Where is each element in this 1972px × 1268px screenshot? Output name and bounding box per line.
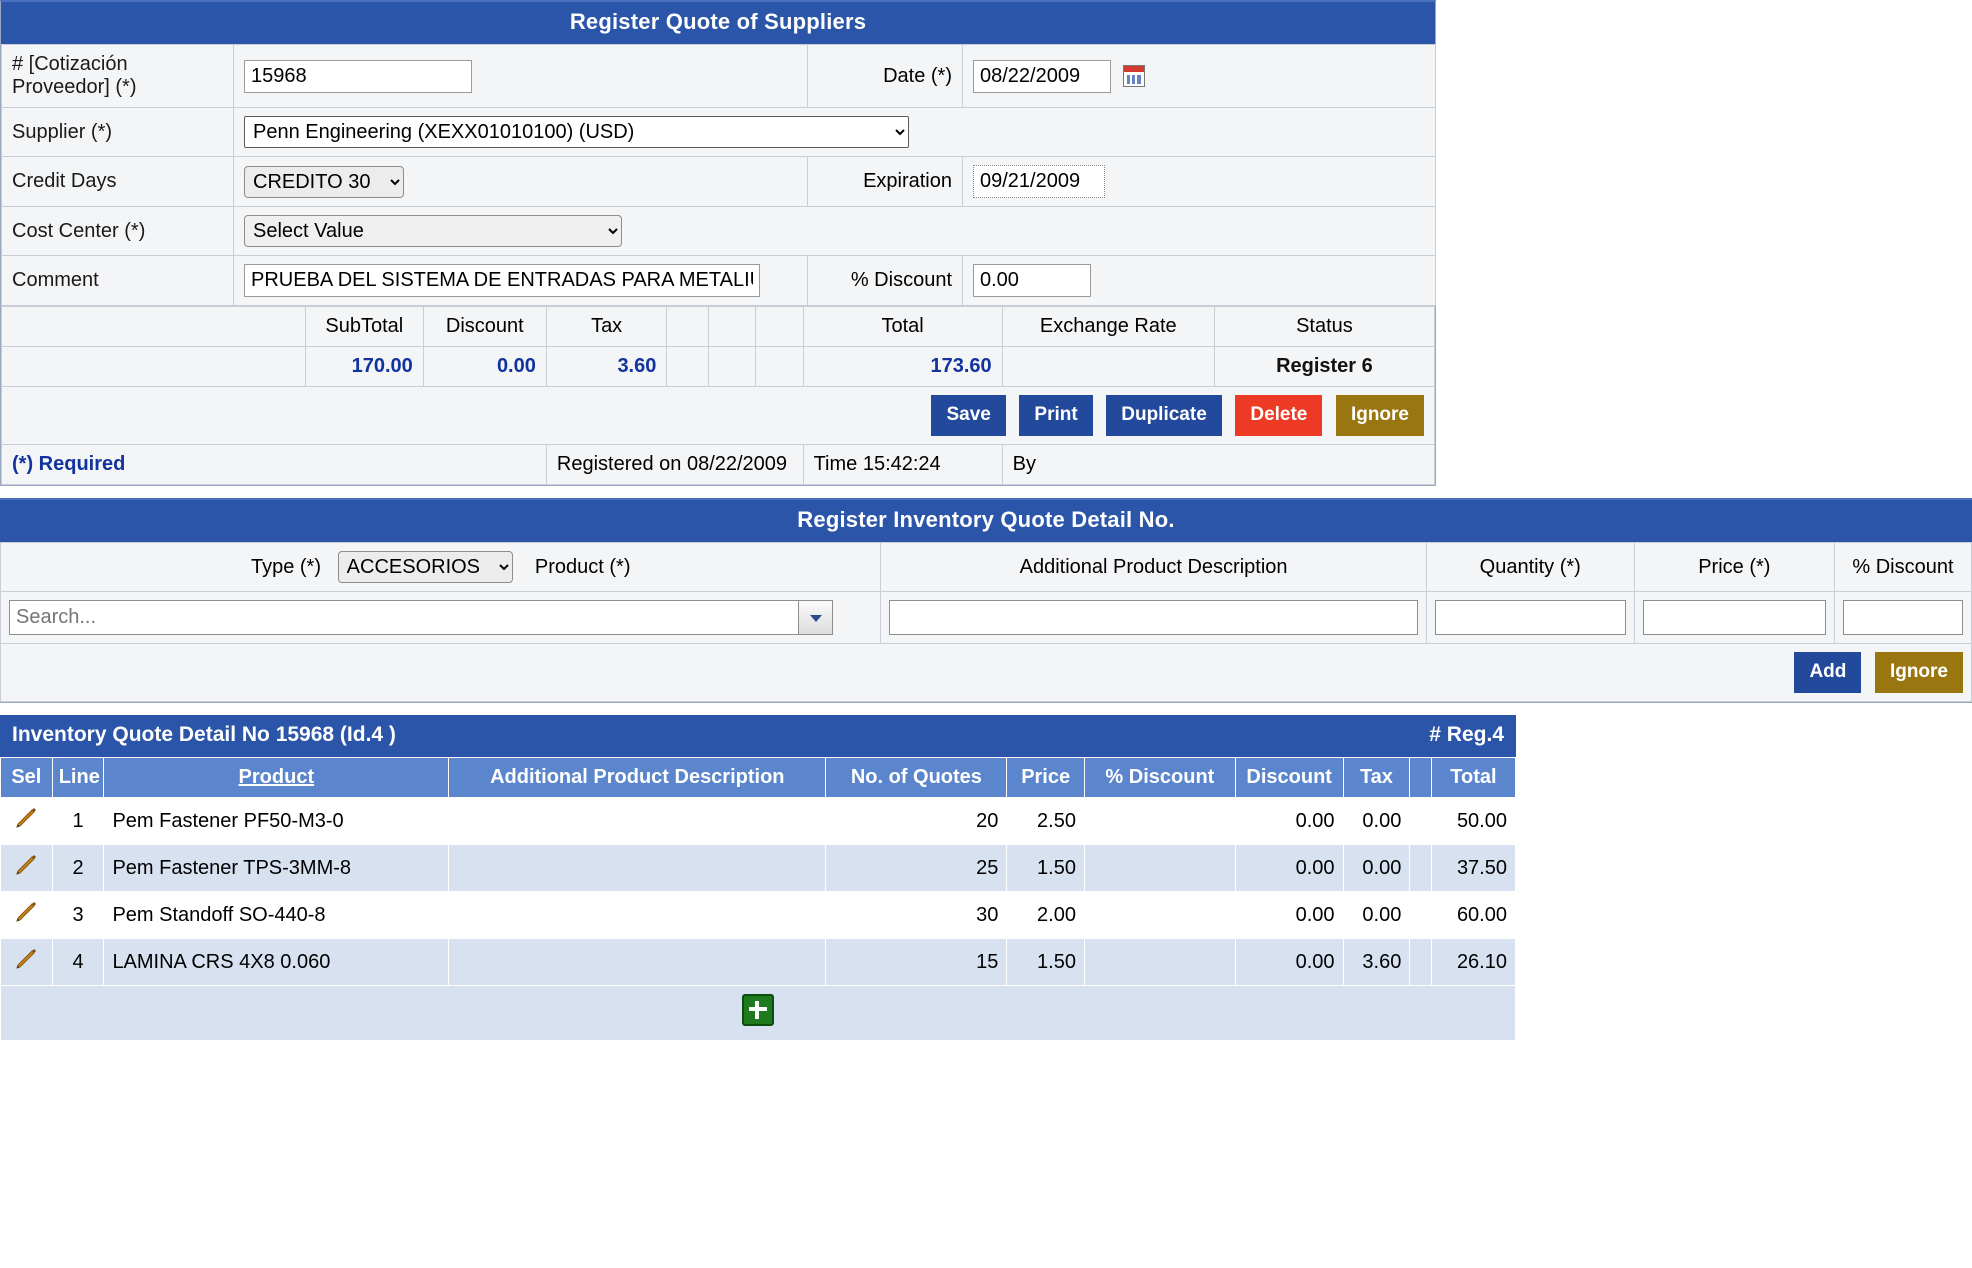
detail-discount-label: % Discount — [1834, 543, 1971, 592]
expiration-input[interactable] — [973, 165, 1105, 198]
registered-on: Registered on 08/22/2009 — [546, 445, 803, 485]
value-status: Register 6 — [1214, 347, 1434, 387]
grid-title-bar — [0, 715, 1516, 757]
table-row — [1, 845, 1516, 892]
value-exchange-rate — [1002, 347, 1214, 387]
number-input[interactable] — [244, 60, 472, 93]
cell-total: 37.50 — [1431, 845, 1515, 892]
register-detail-title: Register Inventory Quote Detail No. — [0, 500, 1972, 542]
additional-desc-label: Additional Product Description — [881, 543, 1426, 592]
price-label: Price (*) — [1634, 543, 1834, 592]
cell-line: 1 — [52, 798, 104, 845]
th-blank-3 — [756, 307, 803, 347]
edit-row-button[interactable] — [1, 939, 53, 986]
th-blank-1 — [667, 307, 709, 347]
value-total: 173.60 — [803, 347, 1002, 387]
register-quote-panel — [0, 0, 1436, 486]
cell-tax: 0.00 — [1343, 798, 1410, 845]
inventory-detail-table — [0, 757, 1516, 1041]
grid-count: # Reg.4 — [1429, 723, 1504, 746]
type-select[interactable] — [338, 551, 513, 583]
th-pct-discount: % Discount — [1084, 758, 1235, 798]
edit-row-button[interactable] — [1, 845, 53, 892]
cell-pct-discount — [1084, 798, 1235, 845]
print-button[interactable]: Print — [1019, 395, 1092, 436]
detail-ignore-button[interactable]: Ignore — [1875, 652, 1963, 693]
cell-line: 4 — [52, 939, 104, 986]
grid-footer-row — [1, 986, 1516, 1041]
comment-input[interactable] — [244, 264, 760, 297]
cell-quotes: 25 — [826, 845, 1007, 892]
discount-label: % Discount — [808, 256, 963, 306]
comment-label: Comment — [2, 256, 234, 306]
detail-entry-table — [0, 542, 1972, 702]
discount-cell — [963, 256, 1436, 306]
comment-cell — [234, 256, 808, 306]
totals-values-row — [2, 347, 1435, 387]
expiration-cell — [963, 157, 1436, 207]
product-search-cell — [1, 592, 881, 644]
register-detail-panel — [0, 498, 1972, 703]
cell-pct-discount — [1084, 939, 1235, 986]
th-subtotal: SubTotal — [305, 307, 423, 347]
row-supplier — [2, 108, 1436, 157]
row-credit-expiration — [2, 157, 1436, 207]
cell-product: Pem Fastener TPS-3MM-8 — [104, 845, 449, 892]
value-tax: 3.60 — [546, 347, 667, 387]
quote-buttons-row — [2, 387, 1435, 445]
table-row — [1, 939, 1516, 986]
quote-footer-row — [2, 445, 1435, 485]
cell-tax: 0.00 — [1343, 892, 1410, 939]
registered-time: Time 15:42:24 — [803, 445, 1002, 485]
cost-center-select[interactable] — [244, 215, 622, 247]
cell-tax: 0.00 — [1343, 845, 1410, 892]
table-row — [1, 798, 1516, 845]
value-subtotal: 170.00 — [305, 347, 423, 387]
row-cost-center — [2, 207, 1436, 256]
th-line: Line — [52, 758, 104, 798]
totals-header-row — [2, 307, 1435, 347]
number-label: # [Cotización Proveedor] (*) — [2, 45, 234, 108]
quote-form-table — [1, 44, 1436, 306]
cell-quotes: 15 — [826, 939, 1007, 986]
type-product-header-cell — [1, 543, 881, 592]
supplier-select[interactable] — [244, 116, 909, 148]
row-number-date — [2, 45, 1436, 108]
cell-additional — [449, 892, 826, 939]
product-search-input[interactable] — [9, 600, 799, 635]
supplier-cell — [234, 108, 1436, 157]
cell-product: LAMINA CRS 4X8 0.060 — [104, 939, 449, 986]
th-additional: Additional Product Description — [449, 758, 826, 798]
credit-days-label: Credit Days — [2, 157, 234, 207]
duplicate-button[interactable]: Duplicate — [1106, 395, 1222, 436]
cell-price: 1.50 — [1007, 845, 1085, 892]
cell-total: 60.00 — [1431, 892, 1515, 939]
add-button[interactable]: Add — [1794, 652, 1861, 693]
detail-discount-input[interactable] — [1843, 600, 1963, 635]
table-row — [1, 892, 1516, 939]
additional-desc-cell — [881, 592, 1426, 644]
credit-days-cell — [234, 157, 808, 207]
cell-additional — [449, 845, 826, 892]
quantity-input[interactable] — [1435, 600, 1626, 635]
th-status: Status — [1214, 307, 1434, 347]
th-quotes: No. of Quotes — [826, 758, 1007, 798]
cell-discount: 0.00 — [1235, 798, 1343, 845]
chevron-down-icon[interactable] — [799, 600, 833, 635]
date-input[interactable] — [973, 60, 1111, 93]
cell-quotes: 20 — [826, 798, 1007, 845]
type-label: Type (*) — [250, 556, 321, 578]
date-label: Date (*) — [808, 45, 963, 108]
cell-line: 3 — [52, 892, 104, 939]
detail-discount-cell — [1834, 592, 1971, 644]
row-comment-discount — [2, 256, 1436, 306]
pencil-icon[interactable] — [14, 900, 38, 924]
detail-header-row — [1, 543, 1972, 592]
save-button[interactable]: Save — [931, 395, 1005, 436]
th-price: Price — [1007, 758, 1085, 798]
credit-days-select[interactable] — [244, 166, 404, 198]
required-note: (*) Required — [2, 445, 547, 485]
cell-price: 2.50 — [1007, 798, 1085, 845]
detail-input-row — [1, 592, 1972, 644]
edit-row-button[interactable] — [1, 892, 53, 939]
detail-buttons-cell — [1, 644, 1972, 702]
grid-header-row — [1, 758, 1516, 798]
pencil-icon[interactable] — [14, 806, 38, 830]
totals-spacer-2 — [2, 347, 306, 387]
grid-footer-cell — [1, 986, 1516, 1041]
quantity-label: Quantity (*) — [1426, 543, 1634, 592]
price-input[interactable] — [1643, 600, 1826, 635]
cell-blank — [1410, 845, 1432, 892]
quote-buttons-cell — [2, 387, 1435, 445]
th-discount: Discount — [1235, 758, 1343, 798]
cell-pct-discount — [1084, 845, 1235, 892]
detail-buttons-row — [1, 644, 1972, 702]
cell-discount: 0.00 — [1235, 939, 1343, 986]
pencil-icon[interactable] — [14, 947, 38, 971]
cell-discount: 0.00 — [1235, 892, 1343, 939]
calendar-icon[interactable] — [1123, 65, 1145, 87]
cell-quotes: 30 — [826, 892, 1007, 939]
supplier-label: Supplier (*) — [2, 108, 234, 157]
quantity-cell — [1426, 592, 1634, 644]
value-blank-3 — [756, 347, 803, 387]
cell-total: 26.10 — [1431, 939, 1515, 986]
edit-row-button[interactable] — [1, 798, 53, 845]
discount-input[interactable] — [973, 264, 1091, 297]
pencil-icon[interactable] — [14, 853, 38, 877]
value-blank-2 — [709, 347, 756, 387]
registered-by: By — [1002, 445, 1434, 485]
add-row-icon[interactable] — [742, 994, 774, 1026]
th-exchange-rate: Exchange Rate — [1002, 307, 1214, 347]
product-label: Product (*) — [534, 556, 631, 578]
ignore-button[interactable]: Ignore — [1336, 395, 1424, 436]
inventory-detail-grid-panel — [0, 715, 1516, 1041]
delete-button[interactable]: Delete — [1235, 395, 1322, 436]
th-blank-2 — [709, 307, 756, 347]
price-cell — [1634, 592, 1834, 644]
cell-blank — [1410, 939, 1432, 986]
totals-spacer — [2, 307, 306, 347]
cell-price: 1.50 — [1007, 939, 1085, 986]
th-sel: Sel — [1, 758, 53, 798]
th-blank — [1410, 758, 1432, 798]
value-blank-1 — [667, 347, 709, 387]
product-search-wrap — [9, 600, 872, 635]
expiration-label: Expiration — [808, 157, 963, 207]
cell-pct-discount — [1084, 892, 1235, 939]
cell-product: Pem Fastener PF50-M3-0 — [104, 798, 449, 845]
cost-center-label: Cost Center (*) — [2, 207, 234, 256]
cell-product: Pem Standoff SO-440-8 — [104, 892, 449, 939]
grid-title: Inventory Quote Detail No 15968 (Id.4 ) — [12, 723, 396, 746]
cell-additional — [449, 798, 826, 845]
cell-additional — [449, 939, 826, 986]
th-tax: Tax — [546, 307, 667, 347]
number-cell — [234, 45, 808, 108]
th-product[interactable] — [104, 758, 449, 798]
cell-blank — [1410, 798, 1432, 845]
cell-line: 2 — [52, 845, 104, 892]
th-total: Total — [1431, 758, 1515, 798]
cell-blank — [1410, 892, 1432, 939]
value-discount: 0.00 — [423, 347, 546, 387]
th-product-link: Product — [238, 766, 315, 788]
cell-total: 50.00 — [1431, 798, 1515, 845]
totals-table — [1, 306, 1435, 485]
register-quote-title: Register Quote of Suppliers — [1, 2, 1435, 44]
th-tax: Tax — [1343, 758, 1410, 798]
cell-price: 2.00 — [1007, 892, 1085, 939]
cell-discount: 0.00 — [1235, 845, 1343, 892]
th-discount: Discount — [423, 307, 546, 347]
cell-tax: 3.60 — [1343, 939, 1410, 986]
cost-center-cell — [234, 207, 1436, 256]
th-total: Total — [803, 307, 1002, 347]
date-cell — [963, 45, 1436, 108]
additional-desc-input[interactable] — [889, 600, 1417, 635]
